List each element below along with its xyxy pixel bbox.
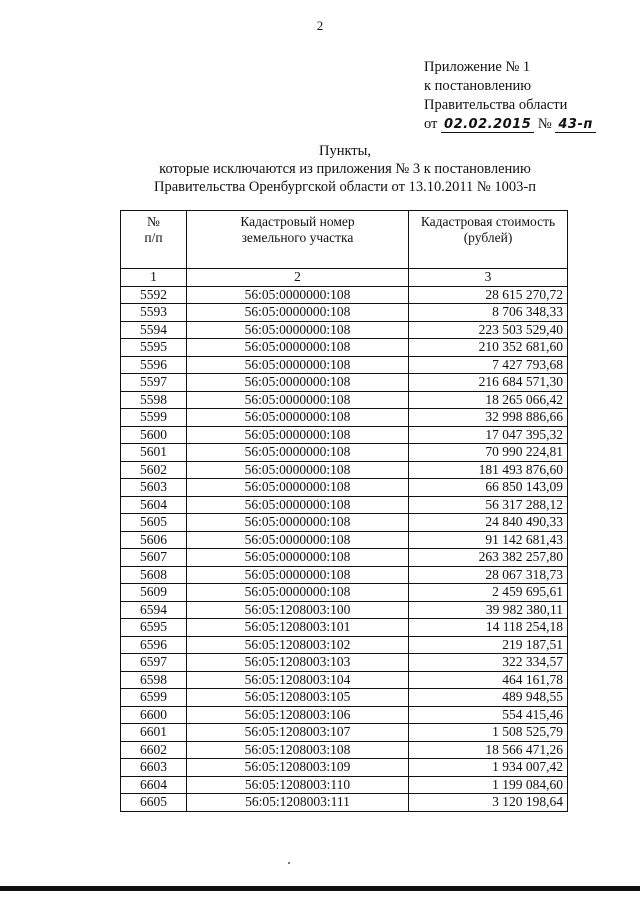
annex-ref-line: к постановлению — [424, 78, 532, 94]
cadastral-value: 8 706 348,33 — [409, 304, 568, 322]
row-number: 6602 — [121, 741, 187, 759]
cadastral-value: 464 161,78 — [409, 671, 568, 689]
row-number: 6603 — [121, 759, 187, 777]
cadastral-value: 1 199 084,60 — [409, 776, 568, 794]
cadastral-value: 322 334,57 — [409, 654, 568, 672]
table-row — [121, 619, 568, 637]
cadastral-value: 3 120 198,64 — [409, 794, 568, 812]
row-number: 5592 — [121, 286, 187, 304]
scan-speck — [288, 862, 290, 864]
table-row — [121, 374, 568, 392]
table-row — [121, 426, 568, 444]
cadastral-value: 489 948,55 — [409, 689, 568, 707]
annex-date-line — [424, 115, 596, 134]
from-label: от — [424, 116, 438, 132]
cadastral-number: 56:05:1208003:106 — [187, 706, 409, 724]
cadastral-number: 56:05:0000000:108 — [187, 286, 409, 304]
cadastral-number: 56:05:0000000:108 — [187, 339, 409, 357]
header-value-line2: (рублей) — [463, 230, 513, 245]
cadastral-value: 56 317 288,12 — [409, 496, 568, 514]
table-row — [121, 321, 568, 339]
table-row — [121, 654, 568, 672]
row-number: 5601 — [121, 444, 187, 462]
row-number: 5605 — [121, 514, 187, 532]
cadastral-number: 56:05:0000000:108 — [187, 391, 409, 409]
header-cad-line2: земельного участка — [241, 230, 354, 245]
cadastral-value: 18 265 066,42 — [409, 391, 568, 409]
header-number-line2: п/п — [144, 230, 163, 245]
row-number: 5608 — [121, 566, 187, 584]
header-cadastral-value — [409, 211, 568, 269]
table-row — [121, 584, 568, 602]
row-number: 6600 — [121, 706, 187, 724]
table-row — [121, 409, 568, 427]
cadastral-value: 17 047 395,32 — [409, 426, 568, 444]
header-number-line1: № — [147, 214, 160, 229]
row-number: 6598 — [121, 671, 187, 689]
table-row — [121, 444, 568, 462]
number-label: № — [537, 116, 552, 132]
handwritten-date: 02.02.2015 — [441, 117, 534, 133]
row-number: 5606 — [121, 531, 187, 549]
table-row — [121, 724, 568, 742]
cadastral-value: 18 566 471,26 — [409, 741, 568, 759]
row-number: 5602 — [121, 461, 187, 479]
cadastral-value: 70 990 224,81 — [409, 444, 568, 462]
table-row — [121, 356, 568, 374]
cadastral-number: 56:05:0000000:108 — [187, 531, 409, 549]
cadastral-value: 91 142 681,43 — [409, 531, 568, 549]
cadastral-number: 56:05:0000000:108 — [187, 409, 409, 427]
header-value-line1: Кадастровая стоимость — [420, 214, 556, 229]
cadastral-value: 1 508 525,79 — [409, 724, 568, 742]
table-row — [121, 689, 568, 707]
cadastral-number: 56:05:0000000:108 — [187, 549, 409, 567]
cadastral-number: 56:05:0000000:108 — [187, 496, 409, 514]
row-number: 6605 — [121, 794, 187, 812]
row-number: 5593 — [121, 304, 187, 322]
cadastral-number: 56:05:1208003:102 — [187, 636, 409, 654]
cadastral-value: 39 982 380,11 — [409, 601, 568, 619]
row-number: 5595 — [121, 339, 187, 357]
table-row — [121, 794, 568, 812]
row-number: 5604 — [121, 496, 187, 514]
table-row — [121, 391, 568, 409]
cadastral-table — [120, 210, 568, 812]
cadastral-number: 56:05:1208003:103 — [187, 654, 409, 672]
cadastral-number: 56:05:1208003:108 — [187, 741, 409, 759]
cadastral-value: 28 615 270,72 — [409, 286, 568, 304]
cadastral-number: 56:05:1208003:110 — [187, 776, 409, 794]
row-number: 6599 — [121, 689, 187, 707]
row-number: 5607 — [121, 549, 187, 567]
cadastral-number: 56:05:1208003:104 — [187, 671, 409, 689]
annex-authority: Правительства области — [424, 97, 568, 113]
table-row — [121, 636, 568, 654]
table-row — [121, 759, 568, 777]
cadastral-value: 1 934 007,42 — [409, 759, 568, 777]
title-line-1: Пункты, — [318, 143, 372, 159]
table-row — [121, 566, 568, 584]
title-line-2: которые исключаются из приложения № 3 к постановлению — [159, 161, 531, 177]
header-cadastral-number — [187, 211, 409, 269]
row-number: 5609 — [121, 584, 187, 602]
header-number — [121, 211, 187, 269]
row-number: 5598 — [121, 391, 187, 409]
cadastral-number: 56:05:0000000:108 — [187, 444, 409, 462]
cadastral-number: 56:05:0000000:108 — [187, 321, 409, 339]
annex-block — [424, 58, 596, 134]
row-number: 5596 — [121, 356, 187, 374]
table-row — [121, 286, 568, 304]
table-body — [121, 286, 568, 811]
cadastral-value: 2 459 695,61 — [409, 584, 568, 602]
table-row — [121, 514, 568, 532]
table-row — [121, 741, 568, 759]
cadastral-number: 56:05:0000000:108 — [187, 304, 409, 322]
row-number: 5603 — [121, 479, 187, 497]
cadastral-number: 56:05:0000000:108 — [187, 566, 409, 584]
row-number: 6596 — [121, 636, 187, 654]
table-row — [121, 304, 568, 322]
column-index-row — [121, 269, 568, 287]
page-number: 2 — [316, 18, 324, 33]
cadastral-value: 210 352 681,60 — [409, 339, 568, 357]
cadastral-value: 66 850 143,09 — [409, 479, 568, 497]
cadastral-value: 24 840 490,33 — [409, 514, 568, 532]
cadastral-value: 219 187,51 — [409, 636, 568, 654]
row-number: 5599 — [121, 409, 187, 427]
cadastral-number: 56:05:1208003:100 — [187, 601, 409, 619]
table-header-row — [121, 211, 568, 269]
table-row — [121, 776, 568, 794]
cadastral-number: 56:05:0000000:108 — [187, 374, 409, 392]
row-number: 6601 — [121, 724, 187, 742]
handwritten-number: 43-п — [555, 117, 595, 133]
header-cad-line1: Кадастровый номер — [240, 214, 355, 229]
column-index: 3 — [409, 269, 568, 287]
annex-title: Приложение № 1 — [424, 59, 531, 75]
row-number: 6595 — [121, 619, 187, 637]
cadastral-number: 56:05:1208003:111 — [187, 794, 409, 812]
cadastral-number: 56:05:1208003:109 — [187, 759, 409, 777]
cadastral-value: 216 684 571,30 — [409, 374, 568, 392]
table-row — [121, 479, 568, 497]
table-row — [121, 706, 568, 724]
cadastral-number: 56:05:0000000:108 — [187, 479, 409, 497]
cadastral-number: 56:05:0000000:108 — [187, 356, 409, 374]
row-number: 6594 — [121, 601, 187, 619]
scan-edge-bar — [0, 886, 640, 891]
cadastral-value: 7 427 793,68 — [409, 356, 568, 374]
cadastral-value: 32 998 886,66 — [409, 409, 568, 427]
row-number: 6597 — [121, 654, 187, 672]
table-row — [121, 671, 568, 689]
cadastral-number: 56:05:1208003:105 — [187, 689, 409, 707]
cadastral-number: 56:05:1208003:107 — [187, 724, 409, 742]
cadastral-value: 223 503 529,40 — [409, 321, 568, 339]
table-row — [121, 549, 568, 567]
row-number: 6604 — [121, 776, 187, 794]
cadastral-value: 28 067 318,73 — [409, 566, 568, 584]
table-row — [121, 601, 568, 619]
row-number: 5600 — [121, 426, 187, 444]
title-line-3: Правительства Оренбургской области от 13.10.2011 № 1003-п — [154, 179, 536, 195]
row-number: 5594 — [121, 321, 187, 339]
table-row — [121, 531, 568, 549]
cadastral-number: 56:05:0000000:108 — [187, 514, 409, 532]
cadastral-number: 56:05:0000000:108 — [187, 426, 409, 444]
row-number: 5597 — [121, 374, 187, 392]
table-row — [121, 339, 568, 357]
document-title — [0, 142, 640, 196]
cadastral-value: 263 382 257,80 — [409, 549, 568, 567]
column-index: 1 — [121, 269, 187, 287]
cadastral-value: 14 118 254,18 — [409, 619, 568, 637]
column-index: 2 — [187, 269, 409, 287]
cadastral-number: 56:05:1208003:101 — [187, 619, 409, 637]
cadastral-number: 56:05:0000000:108 — [187, 584, 409, 602]
table-row — [121, 496, 568, 514]
table-row — [121, 461, 568, 479]
cadastral-number: 56:05:0000000:108 — [187, 461, 409, 479]
cadastral-value: 554 415,46 — [409, 706, 568, 724]
cadastral-value: 181 493 876,60 — [409, 461, 568, 479]
